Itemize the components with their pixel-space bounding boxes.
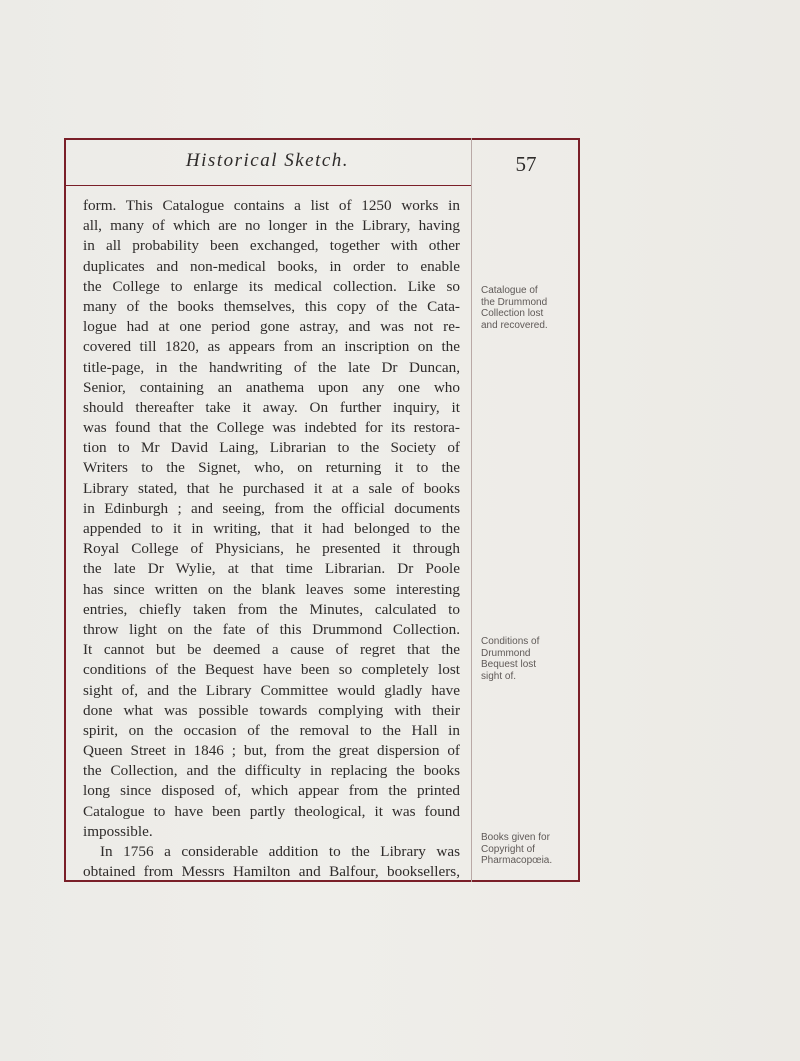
margin-note-conditions: [481, 636, 573, 682]
body-line: It cannot but be deemed a cause of regret that the: [83, 641, 460, 659]
body-line: obtained from Messrs Hamilton and Balfour, booksellers,: [83, 863, 460, 881]
margin-note-line: Books given for: [481, 832, 550, 843]
body-line: covered till 1820, as appears from an inscription on the: [83, 338, 460, 356]
body-line: was found that the College was indebted for its restora-: [83, 419, 460, 437]
body-line: the Collection, and the difficulty in replacing the books: [83, 762, 460, 780]
margin-note-books: [481, 832, 573, 867]
body-line: Writers to the Signet, who, on returning it to the: [83, 459, 460, 477]
body-line: title-page, in the handwriting of the late Dr Duncan,: [83, 358, 460, 376]
margin-note-line: and recovered.: [481, 319, 548, 331]
body-line: conditions of the Bequest have been so completely lost: [83, 661, 460, 679]
body-line: entries, chiefly taken from the Minutes, calculated to: [83, 600, 460, 618]
body-line: impossible.: [83, 822, 153, 840]
body-line: should thereafter take it away. On further inquiry, it: [83, 398, 460, 416]
body-line: Library stated, that he purchased it at a sale of books: [83, 479, 460, 497]
body-line: long since disposed of, which appear from the printed: [83, 782, 460, 800]
body-line: done what was possible towards complying with their: [83, 701, 460, 719]
body-line: appended to it in writing, that it had belonged to the: [83, 520, 460, 537]
body-line: the College to enlarge its medical collection. Like so: [83, 277, 460, 295]
margin-note-line: Pharmacopœia.: [481, 855, 553, 866]
body-line: logue had at one period gone astray, and was not re-: [83, 318, 460, 336]
body-line: Queen Street in 1846 ; but, from the great dispersion of: [83, 742, 460, 760]
body-line: sight of, and the Library Committee would gladly have: [83, 681, 460, 699]
margin-note-line: Conditions of: [481, 636, 540, 647]
body-line: form. This Catalogue contains a list of 1250 works in: [83, 197, 460, 214]
running-head: Historical Sketch.: [185, 150, 350, 171]
margin-note-line: Catalogue of: [481, 285, 538, 296]
body-line: has since written on the blank leaves some interesting: [83, 580, 460, 598]
body-text: [83, 196, 460, 882]
margin-note-line: sight of.: [481, 670, 517, 682]
body-line: throw light on the fate of this Drummond Collection.: [83, 620, 460, 638]
body-line: Catalogue to have been partly theological, it was found: [83, 802, 460, 820]
margin-note-line: the Drummond: [481, 296, 548, 308]
body-line: In 1756 a considerable addition to the Library was: [100, 843, 460, 860]
body-line: duplicates and non-medical books, in order to enable: [83, 257, 460, 275]
body-line: Senior, containing an anathema upon any one who: [83, 378, 460, 396]
margin-note-line: Collection lost: [481, 308, 544, 319]
body-line: in Edinburgh ; and seeing, from the official documents: [83, 499, 460, 517]
body-line: the late Dr Wylie, at that time Librarian. Dr Poole: [83, 560, 460, 578]
margin-column-divider: [471, 138, 472, 882]
margin-note-line: Bequest lost: [481, 659, 537, 670]
body-line: all, many of which are no longer in the Library, having: [83, 217, 460, 235]
margin-note-line: Copyright of: [481, 843, 535, 855]
body-line: in all probability been exchanged, together with other: [83, 237, 460, 255]
margin-note-catalogue: [481, 285, 573, 331]
body-line: Royal College of Physicians, he presented it through: [83, 540, 460, 558]
page-number: 57: [515, 152, 537, 176]
body-line: spirit, on the occasion of the removal to the Hall in: [83, 721, 460, 739]
margin-note-line: Drummond: [481, 647, 531, 659]
header-rule: [64, 185, 471, 186]
body-line: tion to Mr David Laing, Librarian to the Society of: [83, 439, 460, 457]
body-line: many of the books themselves, this copy of the Cata-: [83, 297, 460, 315]
